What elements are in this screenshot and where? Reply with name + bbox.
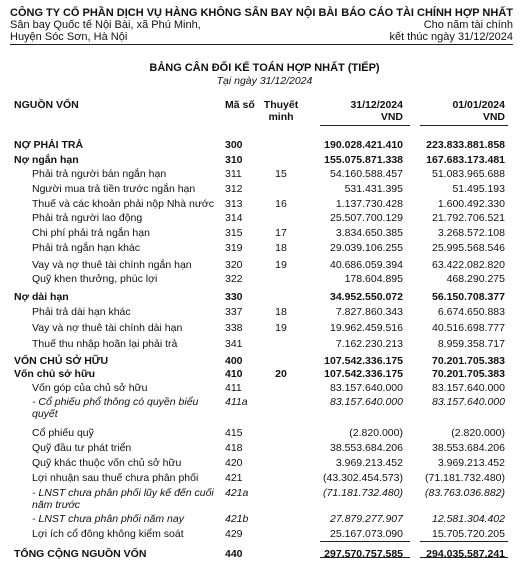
report-period-line-2: kết thúc ngày 31/12/2024 — [389, 31, 513, 43]
row-label: Phải trả ngắn hạn khác — [32, 242, 140, 254]
row-value-prior: 21.792.706.521 — [432, 212, 505, 224]
row-value-prior: 63.422.082.820 — [432, 259, 505, 271]
report-period-line-1: Cho năm tài chính — [423, 19, 513, 31]
row-value-current: 83.157.640.000 — [330, 396, 403, 408]
column-header-underline-current — [320, 125, 410, 126]
column-header-code: Mã số — [225, 99, 255, 111]
column-header-date-current: 31/12/2024 — [350, 99, 403, 111]
row-code: 411a — [225, 396, 248, 408]
row-note: 17 — [275, 227, 287, 239]
row-code: 420 — [225, 457, 243, 469]
row-code: 322 — [225, 273, 243, 285]
row-value-prior: 6.674.650.883 — [437, 306, 505, 318]
row-label: - LNST chưa phân phối lũy kế đến cuối năm trước — [32, 487, 214, 511]
total-overline-prior — [420, 541, 508, 542]
row-code: 418 — [225, 442, 243, 454]
statement-title: BẢNG CÂN ĐỐI KẾ TOÁN HỢP NHẤT (TIẾP) — [149, 62, 380, 74]
row-value-current: 25.507.700.129 — [330, 212, 403, 224]
statement-subtitle: Tại ngày 31/12/2024 — [216, 75, 313, 87]
row-value-current: 155.075.871.338 — [324, 154, 403, 166]
row-code: 312 — [225, 183, 243, 195]
row-value-prior: 83.157.640.000 — [432, 396, 505, 408]
row-label: Quỹ đầu tư phát triển — [32, 442, 132, 454]
column-header-currency-current: VND — [380, 111, 403, 123]
row-value-prior: 167.683.173.481 — [426, 154, 505, 166]
report-title: BÁO CÁO TÀI CHÍNH HỢP NHẤT — [341, 7, 513, 19]
row-code: 330 — [225, 291, 243, 303]
row-note: 16 — [275, 198, 287, 210]
row-value-current: 190.028.421.410 — [324, 139, 403, 151]
row-value-prior: 1.600.492.330 — [437, 198, 505, 210]
row-label: Chi phí phải trả ngắn hạn — [32, 227, 150, 239]
row-value-prior: 223.833.881.858 — [426, 139, 505, 151]
company-header — [10, 7, 337, 43]
row-label: Vay và nợ thuê tài chính ngắn hạn — [32, 259, 192, 271]
row-value-current: (2.820.000) — [349, 427, 403, 439]
row-label: Nợ dài hạn — [14, 291, 69, 303]
row-code: 440 — [225, 548, 243, 560]
company-address-line-2: Huyện Sóc Sơn, Hà Nội — [10, 31, 128, 43]
row-label: Nợ ngắn hạn — [14, 154, 79, 166]
column-header-currency-prior: VND — [482, 111, 505, 123]
row-value-current: 34.952.550.072 — [330, 291, 403, 303]
row-code: 337 — [225, 306, 243, 318]
total-underline-current — [320, 557, 410, 558]
column-header-source: NGUỒN VỐN — [14, 99, 79, 111]
row-value-prior: 8.959.358.717 — [437, 338, 505, 350]
row-value-current: (43.302.454.573) — [323, 472, 403, 484]
row-value-prior: 468.290.275 — [446, 273, 505, 285]
column-header-date-prior: 01/01/2024 — [452, 99, 505, 111]
row-note: 18 — [275, 306, 287, 318]
row-label: Phải trả người bán ngắn hạn — [32, 168, 167, 180]
report-header — [341, 7, 513, 43]
row-value-prior: 83.157.640.000 — [432, 382, 505, 394]
row-value-current: 7.162.230.213 — [335, 338, 403, 350]
row-label: Thuế và các khoản phải nộp Nhà nước — [32, 198, 215, 210]
row-label: VỐN CHỦ SỞ HỮU — [14, 355, 109, 367]
row-label: Thuế thu nhập hoãn lại phải trả — [32, 338, 178, 350]
row-note: 15 — [275, 168, 287, 180]
row-value-prior: (2.820.000) — [451, 427, 505, 439]
row-value-current: 7.827.860.343 — [335, 306, 403, 318]
row-label: Phải trả dài hạn khác — [32, 306, 131, 318]
row-value-current: 3.834.650.385 — [335, 227, 403, 239]
row-value-prior: (83.763.036.882) — [425, 487, 505, 499]
row-label: TỔNG CỘNG NGUỒN VỐN — [14, 548, 147, 560]
row-value-current: 25.167.073.090 — [330, 528, 403, 540]
total-underline-prior — [420, 557, 508, 558]
row-code: 429 — [225, 528, 243, 540]
column-header-note-line-2: minh — [268, 111, 294, 123]
row-value-prior: 294.035.587.241 — [426, 548, 505, 560]
row-value-prior: 70.201.705.383 — [432, 355, 505, 367]
row-value-current: 178.604.895 — [344, 273, 403, 285]
column-header-note-line-1: Thuyết — [263, 99, 299, 111]
row-code: 415 — [225, 427, 243, 439]
row-value-prior: 12.581.304.402 — [432, 513, 505, 525]
row-value-current: 531.431.395 — [344, 183, 403, 195]
row-value-prior: 56.150.708.377 — [432, 291, 505, 303]
row-value-current: 297.570.757.585 — [324, 548, 403, 560]
row-value-prior: 40.516.698.777 — [432, 322, 505, 334]
row-code: 410 — [225, 368, 243, 380]
row-value-current: 27.879.277.907 — [330, 513, 403, 525]
row-value-current: 3.969.213.452 — [335, 457, 403, 469]
header-divider — [10, 44, 513, 45]
row-label: Quỹ khen thưởng, phúc lợi — [32, 273, 158, 285]
row-code: 320 — [225, 259, 243, 271]
row-code: 315 — [225, 227, 243, 239]
row-code: 421b — [225, 513, 249, 525]
row-code: 341 — [225, 338, 243, 350]
row-value-current: 54.160.588.457 — [330, 168, 403, 180]
total-overline-current — [320, 541, 410, 542]
row-label: Phải trả người lao động — [32, 212, 143, 224]
row-label: Lợi ích cổ đông không kiểm soát — [32, 528, 184, 540]
row-code: 421 — [225, 472, 243, 484]
row-code: 313 — [225, 198, 243, 210]
row-label: Quỹ khác thuộc vốn chủ sở hữu — [32, 457, 182, 469]
row-value-current: 83.157.640.000 — [330, 382, 403, 394]
row-code: 421a — [225, 487, 249, 499]
row-code: 310 — [225, 154, 243, 166]
row-label: Người mua trả tiền trước ngắn hạn — [32, 183, 196, 195]
row-code: 400 — [225, 355, 243, 367]
row-value-prior: 51.083.965.688 — [432, 168, 505, 180]
row-label: - LNST chưa phân phối năm nay — [32, 513, 184, 525]
row-value-prior: (71.181.732.480) — [425, 472, 505, 484]
row-value-current: (71.181.732.480) — [323, 487, 403, 499]
row-value-current: 107.542.336.175 — [324, 355, 403, 367]
row-label: Vay và nợ thuê tài chính dài hạn — [32, 322, 183, 334]
row-value-prior: 70.201.705.383 — [432, 368, 505, 380]
row-label: - Cổ phiếu phổ thông có quyền biểu quyết — [32, 396, 199, 420]
row-code: 311 — [225, 168, 242, 180]
row-code: 300 — [225, 139, 243, 151]
row-note: 19 — [275, 322, 287, 334]
row-code: 314 — [225, 212, 243, 224]
row-value-current: 1.137.730.428 — [335, 198, 403, 210]
row-value-current: 29.039.106.255 — [330, 242, 403, 254]
row-code: 319 — [225, 242, 243, 254]
row-note: 20 — [275, 368, 287, 380]
row-note: 19 — [275, 259, 287, 271]
row-value-current: 40.686.059.394 — [330, 259, 403, 271]
column-header-underline-prior — [420, 125, 508, 126]
row-label: NỢ PHẢI TRẢ — [14, 139, 84, 151]
company-name: CÔNG TY CỔ PHẦN DỊCH VỤ HÀNG KHÔNG SÂN BAY NỘI BÀI — [10, 7, 338, 19]
row-label: Vốn chủ sở hữu — [14, 368, 95, 380]
column-header-note — [262, 99, 300, 123]
row-note: 18 — [275, 242, 287, 254]
row-value-current: 38.553.684.206 — [330, 442, 403, 454]
row-value-prior: 3.268.572.108 — [437, 227, 505, 239]
row-code: 411 — [225, 382, 242, 394]
row-value-prior: 38.553.684.206 — [432, 442, 505, 454]
company-address-line-1: Sân bay Quốc tế Nội Bài, xã Phú Minh, — [10, 19, 201, 31]
row-code: 338 — [225, 322, 243, 334]
row-value-prior: 3.969.213.452 — [437, 457, 505, 469]
row-value-current: 19.962.459.516 — [330, 322, 403, 334]
row-label: Lợi nhuận sau thuế chưa phân phối — [32, 472, 199, 484]
row-value-current: 107.542.336.175 — [324, 368, 403, 380]
row-label: Vốn góp của chủ sở hữu — [32, 382, 148, 394]
row-value-prior: 51.495.193 — [452, 183, 505, 195]
row-label: Cổ phiếu quỹ — [32, 427, 94, 439]
row-value-prior: 15.705.720.205 — [432, 528, 505, 540]
row-value-prior: 25.995.568.546 — [432, 242, 505, 254]
